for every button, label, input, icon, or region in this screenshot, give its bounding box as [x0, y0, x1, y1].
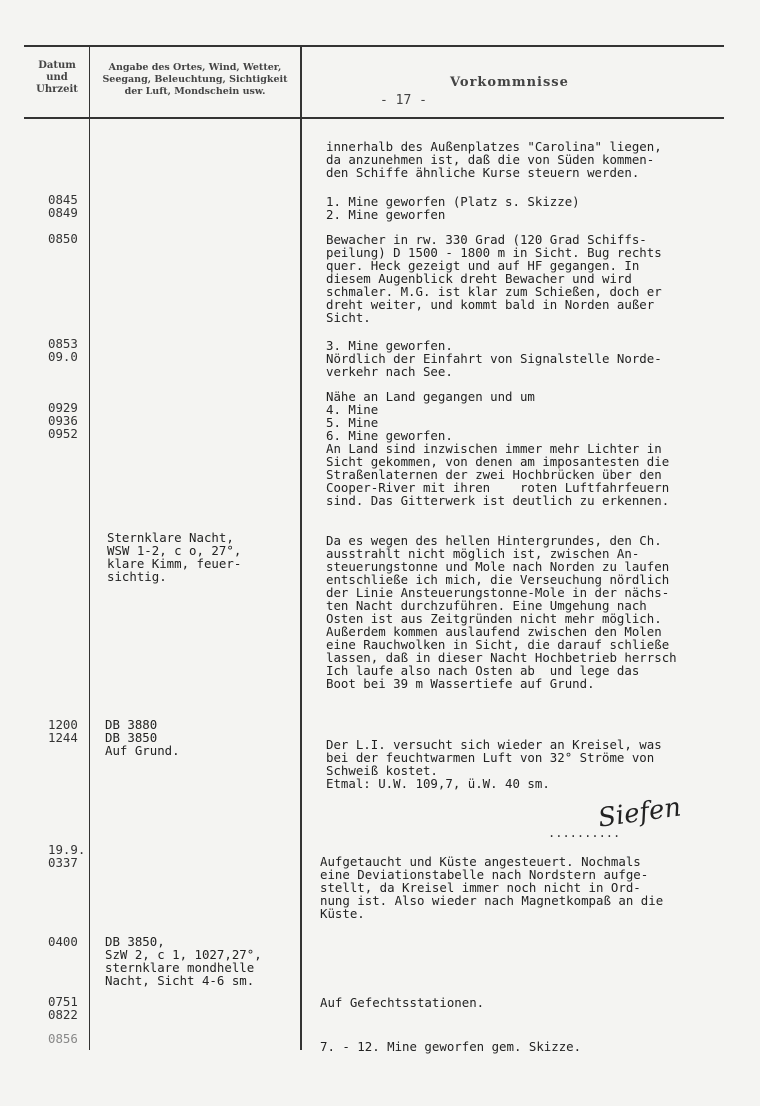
entry-conditions: DB 3850, SzW 2, c 1, 1027,27°, sternklare mondhelle Nacht, Sicht 4-6 sm. [105, 934, 262, 988]
entry-text: 1. Mine geworfen (Platz s. Skizze) 2. Mine geworfen [326, 194, 580, 222]
entry-time: 0400 [48, 934, 78, 949]
header-datum: Datum und Uhrzeit [36, 60, 78, 95]
entry-conditions: Sternklare Nacht, WSW 1-2, c o, 27°, klare Kimm, feuer- sichtig. [107, 530, 242, 584]
entry-time: 0853 09.0 [48, 336, 78, 364]
signature: Siefen [596, 792, 683, 834]
entry-text: Da es wegen des hellen Hintergrundes, den Ch. ausstrahlt nicht möglich ist, zwischen An- steuerungstonne und Mole nach Norden zu laufen entschließe ich mich, die Verseuchung nördlich der Linie Ansteuerungstonne-Mole in der nächs- ten Nacht durchzuführen. Eine Umgehung nach Osten ist aus Zeitgründen nicht mehr möglich. Außerdem kommen auslaufend zwischen den Molen eine Rauchwolken in Sicht, die darauf schließe lassen, daß in dieser Nacht Hochbetrieb herrsch Ich laufe also nach Osten ab und lege das Boot bei 39 m Wassertiefe auf Grund. [326, 533, 677, 691]
top-border [24, 45, 724, 47]
header-events: Vorkommnisse [450, 75, 569, 90]
entry-time: 0845 0849 [48, 192, 78, 220]
entry-conditions: DB 3880 DB 3850 Auf Grund. [105, 717, 180, 758]
page-number: - 17 - [380, 93, 427, 108]
signature-line: .......... [548, 826, 621, 840]
header-conditions: Angabe des Ortes, Wind, Wetter, Seegang, Beleuchtung, Sichtigkeit der Luft, Mondschein usw. [102, 62, 288, 97]
entry-text: 7. - 12. Mine geworfen gem. Skizze. [320, 1039, 582, 1054]
entry-time: 0850 [48, 231, 78, 246]
entry-text: Nähe an Land gegangen und um 4. Mine 5. Mine 6. Mine geworfen. An Land sind inzwischen immer mehr Lichter in Sicht gekommen, von denen am imposantesten die Straßenlaternen der zwei Hochbrücken über den Cooper-River mit ihren roten Luftfahrfeuern sind. Das Gitterwerk ist deutlich zu erkennen. [326, 389, 670, 508]
entry-time: 0856 [48, 1031, 78, 1046]
column-divider-1 [89, 45, 90, 1050]
header-divider [24, 117, 724, 119]
entry-text: 3. Mine geworfen. Nördlich der Einfahrt von Signalstelle Norde- verkehr nach See. [326, 338, 662, 379]
entry-time: 0929 0936 0952 [48, 400, 78, 441]
entry-text: Auf Gefechtsstationen. [320, 995, 485, 1010]
entry-text: Aufgetaucht und Küste angesteuert. Nochmals eine Deviationstabelle nach Nordstern aufge- stellt, da Kreisel immer noch nicht in Ord- nung ist. Also wieder nach Magnetkompaß an die Küste. [320, 854, 664, 921]
column-divider-2 [300, 45, 302, 1050]
entry-time: 1200 1244 [48, 717, 78, 745]
entry-time: 0751 0822 [48, 994, 78, 1022]
entry-text: innerhalb des Außenplatzes "Carolina" liegen, da anzunehmen ist, daß die von Süden kommen- den Schiffe ähnliche Kurse steuern werden. [326, 139, 662, 180]
entry-text: Bewacher in rw. 330 Grad (120 Grad Schiffs- peilung) D 1500 - 1800 m in Sicht. Bug rechts quer. Heck gezeigt und auf HF gegangen. In diesem Augenblick dreht Bewacher und wird schmaler. M.G. ist klar zum Schießen, doch er dreht weiter, und kommt bald in Norden außer Sicht. [326, 232, 662, 325]
entry-time: 19.9. 0337 [48, 842, 86, 870]
entry-text: Der L.I. versucht sich wieder an Kreisel, was bei der feuchtwarmen Luft von 32° Ströme von Schweiß kostet. Etmal: U.W. 109,7, ü.W. 40 sm. [326, 737, 662, 791]
